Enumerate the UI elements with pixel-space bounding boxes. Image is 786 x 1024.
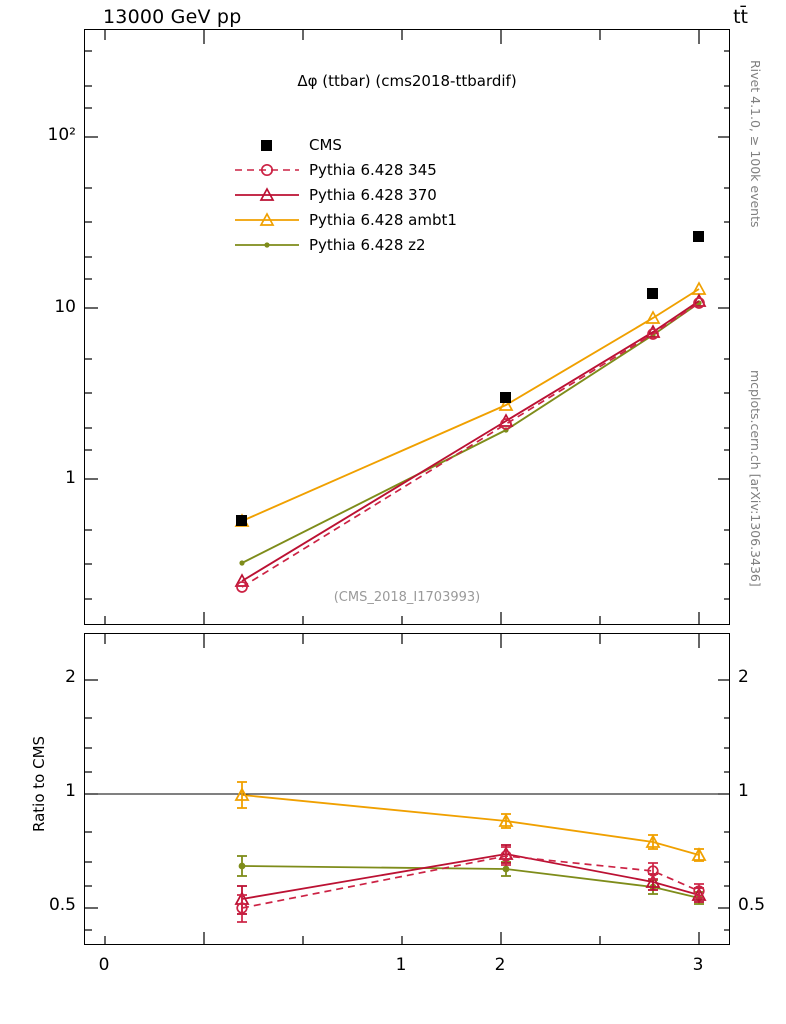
ratio-ytick-right-1: 1 [738,781,749,801]
ratio-ytick-05: 0.5 [48,895,76,915]
plot-title: Δφ (ttbar) (cms2018-ttbardif) [297,72,517,90]
ratio-ytick-right-05: 0.5 [738,895,766,915]
xtick-1: 1 [395,955,407,975]
ratio-ytick-right-2: 2 [738,667,749,687]
plot-watermark: (CMS_2018_I1703993) [333,590,481,605]
xtick-3: 3 [692,955,704,975]
legend-label: CMS [309,135,342,154]
caption-rivet-version: Rivet 4.1.0, ≥ 100k events [748,60,763,228]
main-plot-panel [84,29,730,625]
ratio-plot-curves [85,634,730,945]
legend-label: Pythia 6.428 ambt1 [309,210,457,229]
ratio-series-370 [236,845,705,914]
main-ytick-10: 10 [54,297,76,317]
main-ytick-100: 10² [47,125,76,145]
ratio-axis-title: Ratio to CMS [30,735,48,832]
header-beam-label: 13000 GeV pp [103,6,242,28]
legend-label: Pythia 6.428 370 [309,185,437,204]
main-ytick-1: 1 [65,468,76,488]
legend-label: Pythia 6.428 345 [309,160,437,179]
ratio-plot-panel [84,633,730,945]
ratio-ytick-2: 2 [65,667,76,687]
legend-label: Pythia 6.428 z2 [309,235,426,254]
header-process-label: tt̄ [733,6,748,28]
xtick-0: 0 [98,955,110,975]
main-axis-ticks [85,30,730,625]
ratio-ytick-1: 1 [65,781,76,801]
xtick-2: 2 [494,955,506,975]
caption-mcplots: mcplots.cern.ch [arXiv:1306.3436] [748,370,763,587]
